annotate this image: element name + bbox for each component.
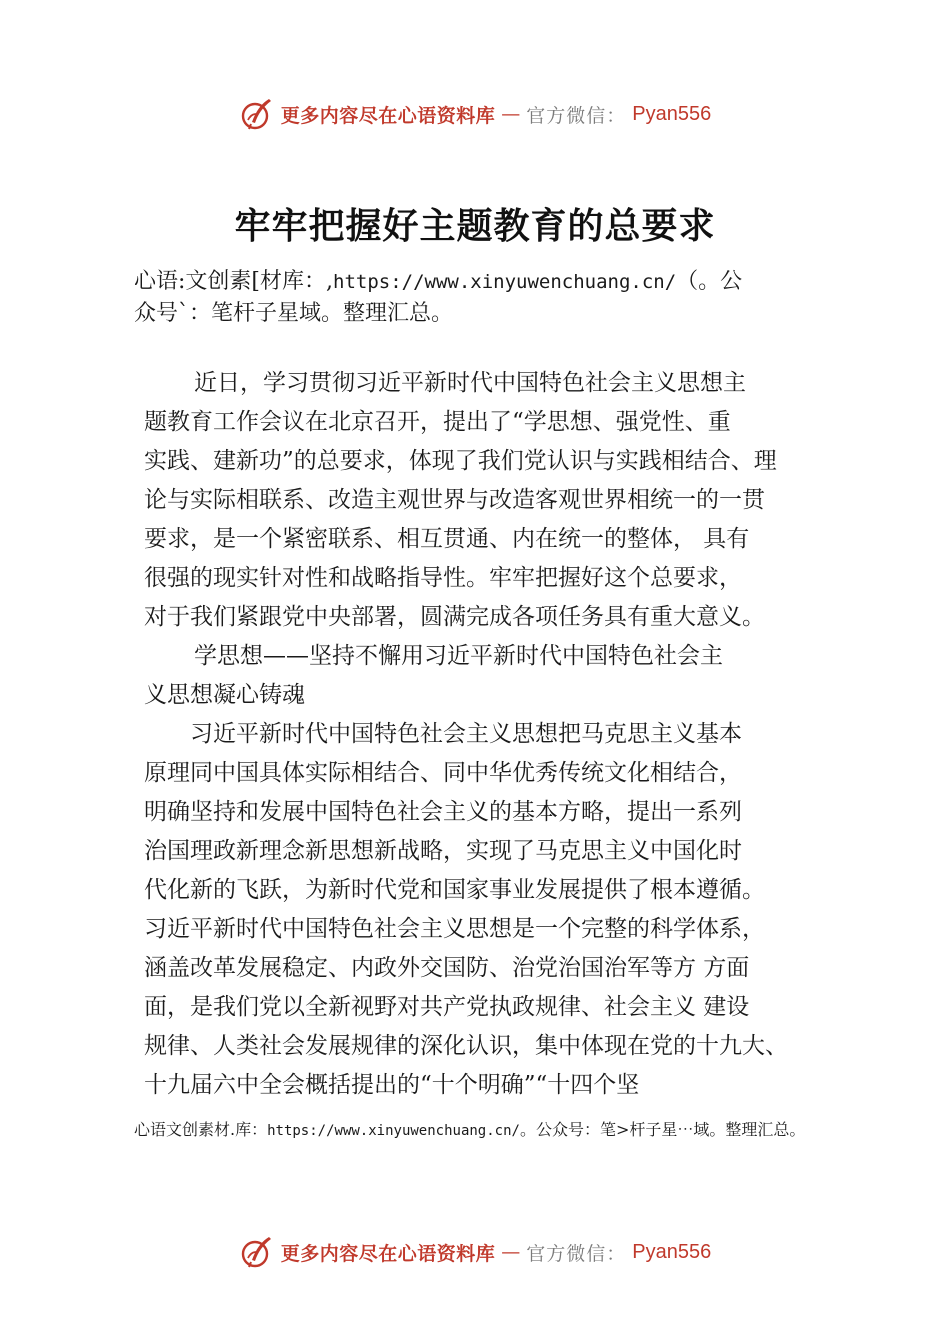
- source-attribution: [134, 266, 854, 330]
- body-line: 很强的现实针对性和战略指导性。牢牢把握好这个总要求，: [144, 565, 742, 591]
- banner-wechat-id: Pyan556: [632, 1240, 712, 1263]
- body-line: 面，是我们党以全新视野对共产党执政规律、社会主义 建设: [144, 994, 750, 1020]
- quill-logo-icon: [239, 96, 275, 132]
- source-line-1: [134, 266, 854, 298]
- banner-social-label: 官方微信：: [526, 104, 627, 127]
- body-line: 原理同中国具体实际相结合、同中华优秀传统文化相结合，: [144, 760, 742, 786]
- body-line: 代化新的飞跃，为新时代党和国家事业发展提供了根本遵循。: [144, 877, 765, 903]
- body-line: 实践、建新功”的总要求，体现了我们党认识与实践相结合、理: [144, 448, 777, 474]
- body-line: 治国理政新理念新思想新战略，实现了马克思主义中国化时: [144, 838, 742, 864]
- body-line: 要求，是一个紧密联系、相互贯通、内在统一的整体， 具有: [144, 526, 750, 552]
- footer-url: https://www.xinyuwenchuang.cn/: [267, 1123, 520, 1139]
- body-line: 对于我们紧跟党中央部署，圆满完成各项任务具有重大意义。: [144, 604, 765, 630]
- banner-separator: —: [501, 103, 521, 125]
- banner-text: 更多内容尽在心语资料库: [280, 104, 496, 127]
- footer-note: [134, 1118, 854, 1143]
- body-line: 习近平新时代中国特色社会主义思想把马克思主义基本: [190, 721, 742, 747]
- source-url: https://www.xinyuwenchuang.cn/: [333, 271, 677, 293]
- footer-prefix: 心语文创素材.库：: [134, 1120, 268, 1139]
- quill-logo-icon: [239, 1234, 275, 1270]
- section-heading-line: 学思想——坚持不懈用习近平新时代中国特色社会主: [194, 643, 723, 669]
- body-line: 规律、人类社会发展规律的深化认识，集中体现在党的十九大、: [144, 1033, 788, 1059]
- source-suffix: （。公: [676, 269, 743, 294]
- section-heading-line: 义思想凝心铸魂: [144, 682, 305, 708]
- document-title: 牢牢把握好主题教育的总要求: [234, 205, 716, 247]
- body-line: 明确坚持和发展中国特色社会主义的基本方略，提出一系列: [144, 799, 742, 825]
- document-body: [144, 364, 844, 1105]
- body-line: 近日，学习贯彻习近平新时代中国特色社会主义思想主: [194, 370, 746, 396]
- banner-social-label: 官方微信：: [526, 1242, 627, 1265]
- bottom-banner: [0, 1232, 950, 1272]
- body-line: 题教育工作会议在北京召开，提出了“学思想、强党性、重: [144, 409, 731, 435]
- banner-separator: —: [501, 1241, 521, 1263]
- footer-suffix: 。公众号：笔>杆子星⋯域。整理汇总。: [519, 1120, 806, 1139]
- body-line: 习近平新时代中国特色社会主义思想是一个完整的科学体系，: [144, 916, 765, 942]
- body-line: 涵盖改革发展稳定、内政外交国防、治党治国治军等方 方面: [144, 955, 750, 981]
- banner-wechat-id: Pyan556: [632, 102, 712, 125]
- body-line: 十九届六中全会概括提出的“十个明确”“十四个坚: [144, 1072, 640, 1098]
- body-line: 论与实际相联系、改造主观世界与改造客观世界相统一的一贯: [144, 487, 765, 513]
- source-line-2: 众号`：笔杆子星域。整理汇总。: [134, 301, 454, 326]
- top-banner: [0, 94, 950, 134]
- source-prefix: 心语:文创素[材库：,: [134, 269, 333, 294]
- banner-text: 更多内容尽在心语资料库: [280, 1242, 496, 1265]
